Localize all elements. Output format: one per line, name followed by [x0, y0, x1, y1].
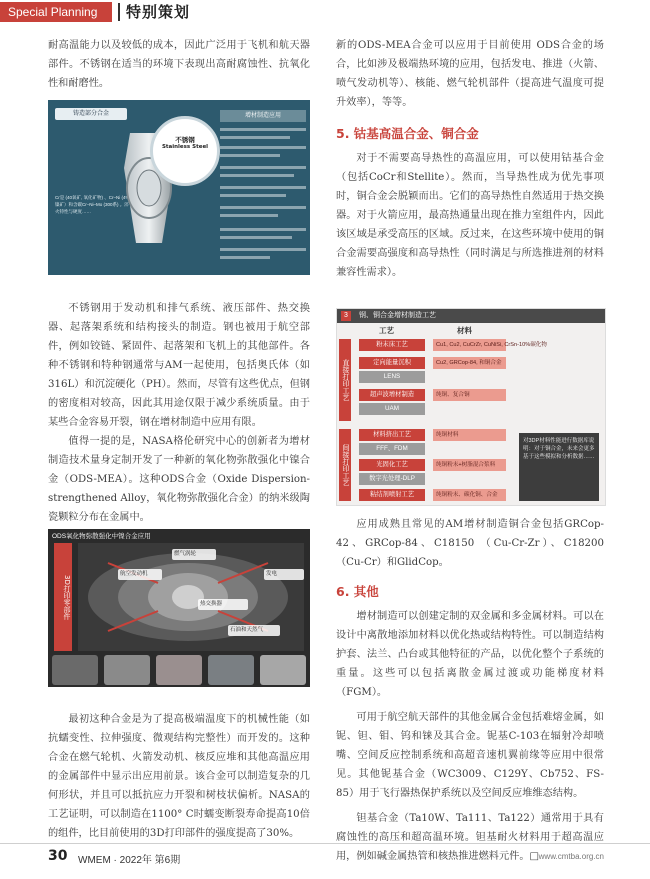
process-label: 光固化工艺 [359, 459, 425, 471]
label-box: 石油和天然气 [228, 625, 280, 636]
material-label: 纯铜粉末、碳化铜、合金 [433, 489, 506, 501]
text-line [220, 154, 280, 157]
thumbnail [104, 655, 150, 685]
figure-left-text: Cr是 (40氧矿, 氧化矿物) 、Cr–Ni (4%镍矿）和含碳Cr–Ni–Mo (300系) 。淬火特性与硬度…… [55, 195, 130, 214]
figure-side-note: 对3DP材料性能进行数据库说明：对于铜合金，未来会更多基于这些模拟和分析数据…… [519, 433, 599, 501]
column-header: 材料 [457, 326, 472, 335]
figure-right-panel [220, 113, 306, 270]
paragraph: 钽基合金（Ta10W、Ta111、Ta122）通常用于具有腐蚀性的高压和超高温环境。钽基耐火材料用于超高温应用，例如碱金属热管和核热推进燃料元件。□ [336, 813, 604, 862]
thumbnail [260, 655, 306, 685]
thumbnail [208, 655, 254, 685]
magazine-issue: WMEM · 2022年 第6期 [78, 855, 181, 866]
badge-cn: 不锈钢 [175, 136, 195, 144]
section-title: 特别策划 [126, 3, 191, 21]
text-line [220, 248, 306, 251]
label-box: 发电 [264, 569, 304, 580]
material-label: Cu1, Cu2, CuCrZr, CuNiSi, CrSn-10%碳化物 [433, 339, 506, 351]
page-number: 30 [48, 848, 68, 864]
left-text-top [48, 36, 310, 93]
process-label: 数字光处理-DLP [359, 473, 425, 485]
figure-right-header: 增材制造应用 [220, 110, 306, 122]
paragraph: 可用于航空航天部件的其他金属合金包括难熔金属，如铌、钽、钼、钨和铼及其合金。铌基C-103在辐射冷却喷嘴、空间反应控制系统和高超音速机翼前缘等应用中很常见。其他铌基合金（WC3009、C129Y、Cb752、FS-85）用于飞行器热保护系统以及空间反应堆维态结构。 [336, 712, 604, 799]
paragraph: 最初这种合金是为了提高极端温度下的机械性能（如抗蠕变性、拉伸强度、微观结构完整性）而开发的。这种合金在燃气轮机、火箭发动机、核反应堆和其他高温应用的金属部件中显示出应用前景。该合金可以制造复杂的几何形状，并且可以抵抗应力开裂和树枝状偏析。NASA的工艺证明，可以制造在1100° C时蠕变断裂寿命提高10倍的组件，比目前使用的3D打印部件的强度提高了30%。 [48, 714, 310, 839]
paragraph: 值得一提的是，NASA格伦研究中心的创新者为增材制造技术量身定制开发了一种新的氧化物弥散强化中镍合金（ODS-MEA）。这种ODS合金（Oxide Dispersion-strengthened Alloy，氧化物弥散强化合金）的纳米级陶瓷颗粒分布在金属中。 [48, 436, 310, 523]
process-label: FFF、FDM [359, 443, 425, 455]
thumbnail [52, 655, 98, 685]
figure-pill: 铸造部分合金 [55, 108, 127, 120]
paragraph: 不锈钢用于发动机和排气系统、液压部件、热交换器、起落架系统和结构接头的制造。钢也被用于航空部件，例如铰链、紧固件、起落架和飞机上的其他部件。各种不锈钢和特种钢通常与AM一起使用，包括奥氏体（如316L）和沉淀硬化（PH）。然而，尽管有这些优点，但钢的密度相对较高，因此其用途仅限于减少系统质量。由于某些合金容易开裂，钢在增材制造中应用有限。 [48, 303, 310, 428]
label-box: 燃气涡轮 [172, 549, 216, 560]
figure-title: ODS氧化物弥散强化中镍合金应用 [52, 533, 151, 540]
paragraph: 应用成熟且常见的AM增材制造铜合金包括GRCop-42、GRCop-84、C18150 （Cu-Cr-Zr）、C18200（Cu-Cr）和GlidCop。 [336, 519, 604, 568]
side-label: 直接打印工艺 [339, 339, 351, 421]
stainless-steel-figure [48, 100, 310, 275]
material-label: 纯铜、复合铜 [433, 389, 506, 401]
process-label: 材料挤出工艺 [359, 429, 425, 441]
side-label: 间接打印工艺 [339, 429, 351, 501]
left-text-middle [48, 299, 310, 527]
ods-alloy-figure [48, 529, 310, 687]
figure-number: 3 [341, 311, 351, 321]
paragraph: 对于不需要高导热性的高温应用，可以使用钴基合金（包括CoCr和Stellite）。然而，当导热性成为优先事项时，铜合金会脱颖而出。它们的高导热性自然适用于热交换器。对于火箭应用，最高热通量出现在推力室组件内，因此该区域是承受高压的区域。反过来，在这些环境中使用的铜合金需要高强度和高导热性（同时满足与所选推进剂的材料兼容性需求）。 [336, 153, 604, 278]
section-heading: 5. 钴基高温合金、铜合金 [336, 126, 479, 141]
process-label: 粉末床工艺 [359, 339, 425, 351]
section-heading: 6. 其他 [336, 584, 379, 599]
material-label: Cu2, GRCop-84, 和铜合金 [433, 357, 506, 369]
text-line [220, 128, 306, 131]
left-text-bottom [48, 710, 310, 843]
material-label: 纯铜材料 [433, 429, 506, 441]
right-text-bottom [336, 515, 604, 866]
thumbnail [156, 655, 202, 685]
text-line [220, 206, 306, 209]
process-label: UAM [359, 403, 425, 415]
paragraph: 新的ODS-MEA合金可以应用于目前使用 ODS合金的场合，比如涉及极端热环境的应用，包括发电、推进（火箭、喷气发动机等）、核能、燃气轮机部件（提高进气温度可提升效率），等等。 [336, 40, 604, 108]
process-label: 粘结剂喷射工艺 [359, 489, 425, 501]
footer-url: www.cmtba.org.cn [538, 852, 604, 861]
text-line [220, 186, 306, 189]
badge-en: Stainless Steel [161, 144, 209, 150]
figure-title: 钢、铜合金增材制造工艺 [359, 312, 436, 319]
text-line [220, 166, 306, 169]
text-line [220, 236, 292, 239]
process-label: 超声波增材制造 [359, 389, 425, 401]
paragraph: 耐高温能力以及较低的成本，因此广泛用于飞机和航天器部件。不锈钢在适当的环境下表现出高耐腐蚀性、抗氧化性和耐磨性。 [48, 40, 310, 89]
text-line [220, 146, 306, 149]
text-line [220, 194, 286, 197]
paragraph: 增材制造可以创建定制的双金属和多金属材料。可以在设计中离散地添加材料以优化热或结构特性。可以制造结构护套、法兰、凸台或其他特征的产品，以优化整个子系统的重量。这些可以包括离散金属过渡或功能梯度材料（FGM）。 [336, 611, 604, 698]
material-label: 纯铜粉末+树脂混合浆料 [433, 459, 506, 471]
header-divider [118, 3, 120, 21]
section-tag: Special Planning [0, 2, 112, 22]
process-label: LENS [359, 371, 425, 383]
text-line [220, 136, 290, 139]
column-header: 工艺 [379, 326, 394, 335]
text-line [220, 228, 306, 231]
thumbnail-strip [52, 655, 306, 685]
figure-vertical-label: 3D打印零部件 [54, 543, 72, 651]
stainless-steel-badge [150, 116, 220, 186]
label-box: 热交换器 [198, 599, 248, 610]
right-text-top [336, 36, 604, 282]
page-header [0, 0, 650, 26]
text-line [220, 174, 294, 177]
label-box: 航空发动机 [118, 569, 162, 580]
process-label: 定向能量沉积 [359, 357, 425, 369]
text-line [220, 214, 278, 217]
footer-divider [0, 843, 650, 844]
process-table-figure [336, 308, 606, 506]
text-line [220, 256, 270, 259]
